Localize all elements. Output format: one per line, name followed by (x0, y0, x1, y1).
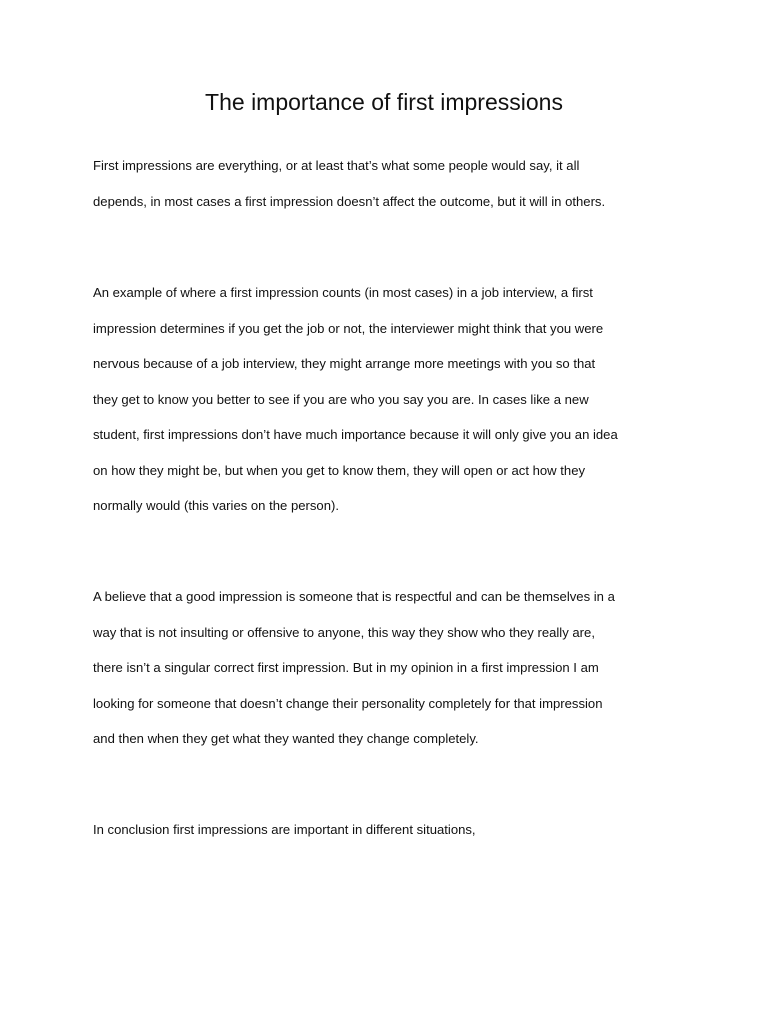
text-line: student, first impressions don’t have much importance because it will only give you an idea (93, 427, 618, 442)
text-line: looking for someone that doesn’t change their personality completely for that impression (93, 695, 603, 711)
paragraph-conclusion (93, 812, 679, 848)
text-line: nervous because of a job interview, they might arrange more meetings with you so that (93, 356, 596, 371)
text-line: there isn’t a singular correct first impression. But in my opinion in a first impression I am (93, 660, 599, 675)
text-line: normally would (this varies on the person). (93, 498, 339, 513)
text-line: An example of where a first impression counts (in most cases) in a job interview, a first (93, 285, 593, 300)
text-line: way that is not insulting or offensive to anyone, this way they show who they really are, (93, 624, 595, 640)
paragraph-opinion (93, 579, 679, 757)
text-line: A believe that a good impression is someone that is respectful and can be themselves in a (93, 589, 615, 604)
text-line: and then when they get what they wanted they change completely. (93, 731, 479, 746)
text-line: First impressions are everything, or at least that’s what some people would say, it all (93, 158, 580, 173)
text-line: on how they might be, but when you get to know them, they will open or act how they (93, 462, 586, 478)
paragraph-intro (93, 148, 679, 219)
document-title: The importance of first impressions (205, 89, 563, 115)
text-line: In conclusion first impressions are important in different situations, (93, 822, 476, 837)
text-line: impression determines if you get the job or not, the interviewer might think that you were (93, 320, 604, 336)
paragraph-example (93, 275, 679, 524)
text-line: they get to know you better to see if you are who you say you are. In cases like a new (93, 391, 589, 407)
text-line: depends, in most cases a first impression doesn’t affect the outcome, but it will in others. (93, 193, 606, 209)
